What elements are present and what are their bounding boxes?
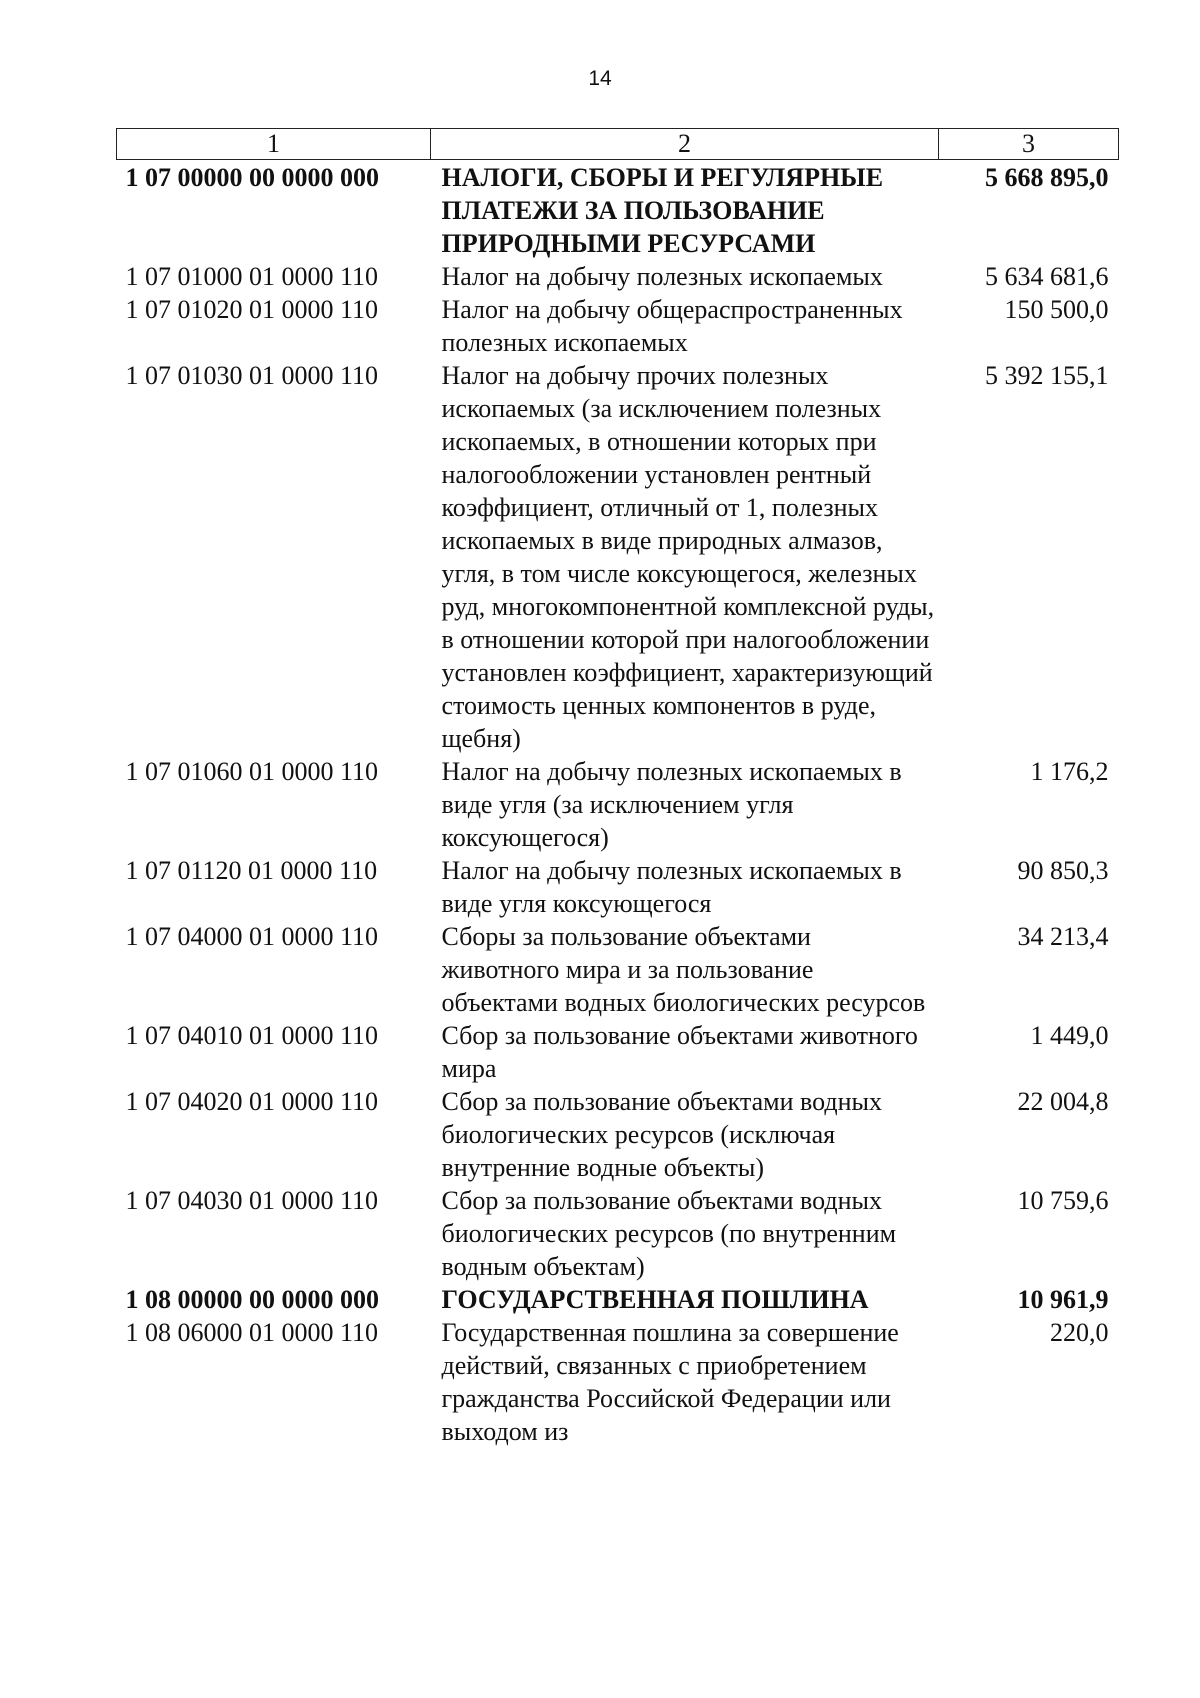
row-code: 1 07 04000 01 0000 110 — [125, 922, 379, 951]
header-column-amount: 3 — [939, 129, 1119, 160]
table-header-row — [117, 129, 1119, 160]
row-name: Сборы за пользование объектами животного мира и за пользование объектами водных биологических ресурсов — [441, 922, 926, 1017]
row-amount: 10 759,6 — [1017, 1186, 1109, 1215]
row-name: Налог на добычу общераспространенных полезных ископаемых — [441, 295, 903, 357]
row-amount: 150 500,0 — [1004, 295, 1109, 324]
table-row — [117, 1019, 1119, 1085]
row-code: 1 07 01060 01 0000 110 — [125, 757, 379, 786]
row-name: Налог на добычу полезных ископаемых — [441, 262, 883, 291]
table-row — [117, 920, 1119, 1019]
row-name: Налог на добычу полезных ископаемых в виде угля коксующегося — [441, 856, 902, 918]
row-amount: 10 961,9 — [1017, 1285, 1109, 1314]
revenue-table — [116, 128, 1119, 1448]
row-code: 1 07 00000 00 0000 000 — [125, 163, 379, 192]
header-column-name: 2 — [431, 129, 939, 160]
row-name: Сбор за пользование объектами животного мира — [441, 1021, 918, 1083]
row-amount: 1 449,0 — [1030, 1021, 1109, 1050]
table-row — [117, 260, 1119, 293]
row-amount: 5 668 895,0 — [985, 163, 1109, 192]
row-amount: 22 004,8 — [1017, 1087, 1109, 1116]
table-row — [117, 293, 1119, 359]
table-row — [117, 1184, 1119, 1283]
table-row — [117, 1085, 1119, 1184]
row-amount: 5 392 155,1 — [985, 361, 1109, 390]
page-number: 14 — [588, 67, 612, 90]
table-row — [117, 755, 1119, 854]
row-amount: 1 176,2 — [1030, 757, 1109, 786]
row-code: 1 07 01030 01 0000 110 — [125, 361, 379, 390]
row-name: Налог на добычу прочих полезных ископаемых (за исключением полезных ископаемых, в отношении которых при налогообложении установлен рентный коэффициент, отличный от 1, полезных ископаемых в виде природных алмазов, угля, в том числе коксующегося, железных руд, многокомпонентной комплексной руды, в отношении которой при налогообложении установлен коэффициент, характеризующий стоимость ценных компонентов в руде, щебня) — [441, 361, 935, 753]
row-name: Налог на добычу полезных ископаемых в виде угля (за исключением угля коксующегося) — [441, 757, 902, 852]
row-amount: 220,0 — [1050, 1318, 1109, 1347]
row-name: НАЛОГИ, СБОРЫ И РЕГУЛЯРНЫЕ ПЛАТЕЖИ ЗА ПОЛЬЗОВАНИЕ ПРИРОДНЫМИ РЕСУРСАМИ — [441, 163, 884, 258]
row-code: 1 07 01120 01 0000 110 — [125, 856, 378, 885]
row-code: 1 07 01020 01 0000 110 — [125, 295, 379, 324]
table-body — [117, 160, 1119, 1449]
table-row-section — [117, 1283, 1119, 1316]
header-column-code: 1 — [117, 129, 431, 160]
row-code: 1 08 00000 00 0000 000 — [125, 1285, 379, 1314]
row-code: 1 08 06000 01 0000 110 — [125, 1318, 379, 1347]
row-name: Государственная пошлина за совершение действий, связанных с приобретением гражданства Российской Федерации или выходом из — [441, 1318, 899, 1446]
row-code: 1 07 04010 01 0000 110 — [125, 1021, 379, 1050]
row-code: 1 07 04030 01 0000 110 — [125, 1186, 379, 1215]
row-name: Сбор за пользование объектами водных биологических ресурсов (по внутренним водным объектам) — [441, 1186, 897, 1281]
row-code: 1 07 04020 01 0000 110 — [125, 1087, 379, 1116]
row-amount: 34 213,4 — [1017, 922, 1109, 951]
row-code: 1 07 01000 01 0000 110 — [125, 262, 379, 291]
row-amount: 5 634 681,6 — [985, 262, 1109, 291]
table-row — [117, 359, 1119, 755]
table-header — [117, 129, 1119, 160]
table-row — [117, 1316, 1119, 1448]
table-row — [117, 854, 1119, 920]
row-name: ГОСУДАРСТВЕННАЯ ПОШЛИНА — [441, 1285, 869, 1314]
table-row-section — [117, 160, 1119, 261]
row-name: Сбор за пользование объектами водных биологических ресурсов (исключая внутренние водные объекты) — [441, 1087, 882, 1182]
row-amount: 90 850,3 — [1017, 856, 1109, 885]
